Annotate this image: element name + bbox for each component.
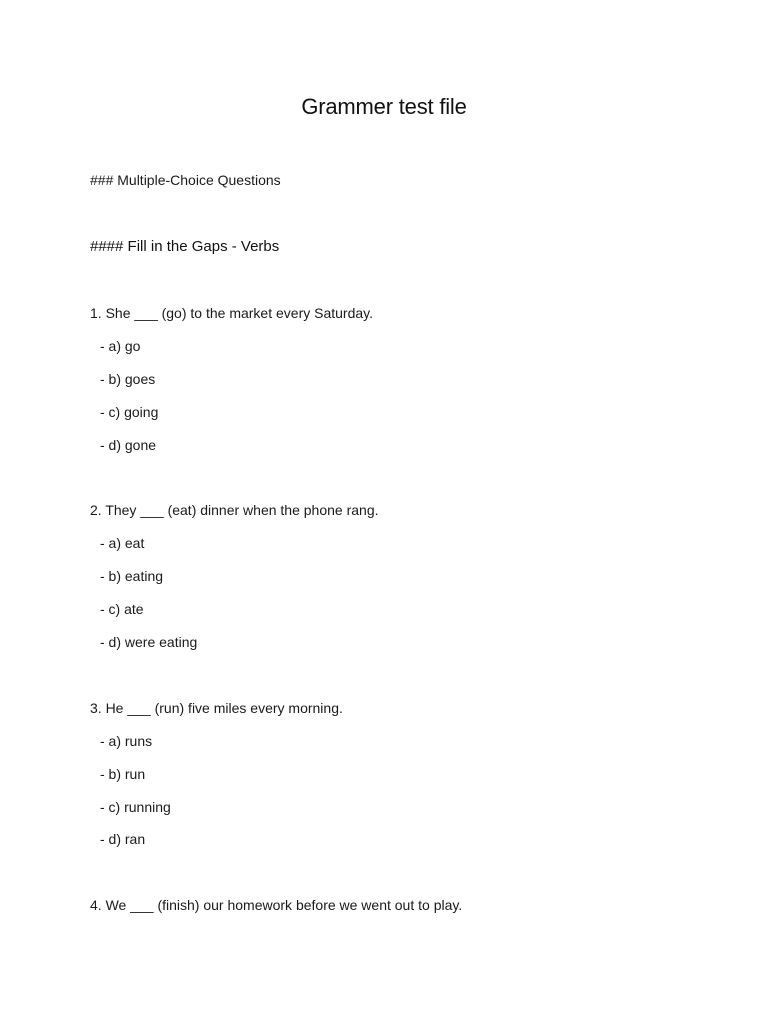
- question-4-prompt: 4. We ___ (finish) our homework before we went out to play.: [90, 897, 463, 913]
- question-2-option-b: - b) eating: [100, 568, 164, 584]
- question-3-option-d: - d) ran: [100, 831, 146, 847]
- question-2-option-a: - a) eat: [100, 535, 145, 551]
- document-title: Grammer test file: [301, 94, 467, 119]
- question-3-prompt: 3. He ___ (run) five miles every morning.: [90, 700, 343, 716]
- question-1-option-d: - d) gone: [100, 437, 157, 453]
- question-2-option-c: - c) ate: [100, 601, 144, 617]
- question-2-option-d: - d) were eating: [100, 634, 198, 650]
- question-1-option-a: - a) go: [100, 338, 141, 354]
- question-3-option-a: - a) runs: [100, 733, 153, 749]
- question-2-prompt: 2. They ___ (eat) dinner when the phone rang.: [90, 502, 379, 518]
- question-1-option-b: - b) goes: [100, 371, 156, 387]
- section-heading: ### Multiple-Choice Questions: [90, 172, 281, 188]
- question-3-option-c: - c) running: [100, 799, 171, 815]
- subsection-heading: #### Fill in the Gaps - Verbs: [90, 238, 280, 255]
- question-1-option-c: - c) going: [100, 404, 159, 420]
- question-3-option-b: - b) run: [100, 766, 146, 782]
- question-1-prompt: 1. She ___ (go) to the market every Saturday.: [90, 305, 374, 321]
